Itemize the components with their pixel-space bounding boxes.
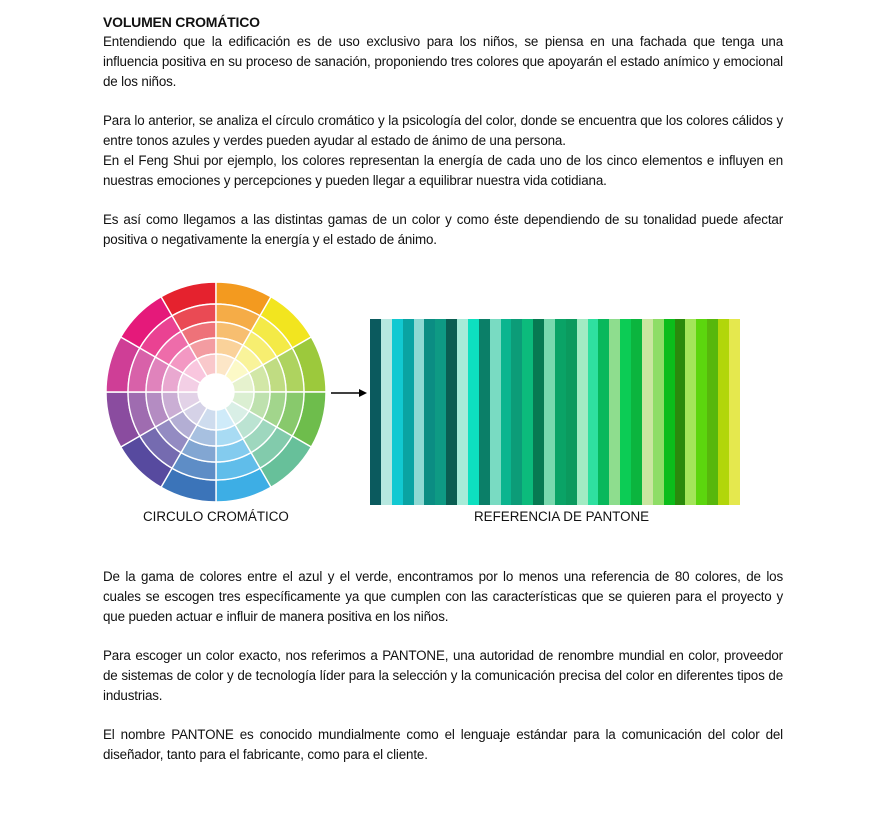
- pantone-stripe: [435, 319, 446, 505]
- pantone-stripe: [414, 319, 425, 505]
- wheel-caption: CIRCULO CROMÁTICO: [143, 509, 289, 524]
- pantone-stripe: [511, 319, 522, 505]
- pantone-stripe: [675, 319, 686, 505]
- arrow-right-icon: [331, 388, 367, 398]
- color-wheel-image: [106, 282, 326, 502]
- pantone-stripe: [729, 319, 740, 505]
- pantone-stripe: [696, 319, 707, 505]
- pantone-stripe: [566, 319, 577, 505]
- pantone-stripe: [403, 319, 414, 505]
- pantone-stripe: [642, 319, 653, 505]
- pantone-stripe: [392, 319, 403, 505]
- paragraph-analysis: Para lo anterior, se analiza el círculo cromático y la psicología del color, donde se encuentra que los colores cálidos y entre tonos azules y verdes pueden ayudar al estado de ánimo de una persona.: [103, 113, 783, 148]
- paragraph-feng-shui: En el Feng Shui por ejemplo, los colores representan la energía de cada uno de los cinco elementos e influyen en nuestras emociones y percepciones y pueden llegar a equilibrar nuestra vida cotidiana.: [103, 153, 783, 188]
- pantone-stripe: [577, 319, 588, 505]
- document-body: [103, 12, 783, 250]
- pantone-stripe: [468, 319, 479, 505]
- pantone-stripe: [685, 319, 696, 505]
- pantone-stripe: [588, 319, 599, 505]
- pantone-stripe: [653, 319, 664, 505]
- paragraph-gamas: Es así como llegamos a las distintas gamas de un color y como éste dependiendo de su tonalidad puede afectar positiva o negativamente la energía y el estado de ánimo.: [103, 212, 783, 247]
- pantone-stripe: [598, 319, 609, 505]
- pantone-stripe: [555, 319, 566, 505]
- pantone-reference-image: [370, 319, 740, 505]
- pantone-stripe: [381, 319, 392, 505]
- pantone-stripe: [370, 319, 381, 505]
- pantone-stripe: [446, 319, 457, 505]
- pantone-stripe: [544, 319, 555, 505]
- wheel-center: [198, 374, 234, 410]
- paragraph-gama-80: De la gama de colores entre el azul y el verde, encontramos por lo menos una referencia de 80 colores, de los cuales se escogen tres específicamente ya que cumplen con las características que se quieren para el proyecto y que pueden actuar e influir de manera positiva en los niños.: [103, 569, 783, 624]
- paragraph-pantone-language: El nombre PANTONE es conocido mundialmente como el lenguaje estándar para la comunicación del color del diseñador, tanto para el fabricante, como para el cliente.: [103, 727, 783, 762]
- pantone-stripe: [609, 319, 620, 505]
- document-body-lower: [103, 567, 783, 765]
- pantone-stripe: [620, 319, 631, 505]
- pantone-stripe: [457, 319, 468, 505]
- pantone-caption: REFERENCIA DE PANTONE: [474, 509, 650, 524]
- pantone-stripe: [424, 319, 435, 505]
- pantone-stripe: [479, 319, 490, 505]
- section-title: VOLUMEN CROMÁTICO: [103, 14, 260, 30]
- pantone-stripe: [718, 319, 729, 505]
- paragraph-pantone-authority: Para escoger un color exacto, nos referimos a PANTONE, una autoridad de renombre mundial en color, proveedor de sistemas de color y de tecnología líder para la selección y la comunicación precisa del color en diferentes tipos de industrias.: [103, 648, 783, 703]
- pantone-stripe: [533, 319, 544, 505]
- pantone-stripe: [707, 319, 718, 505]
- pantone-stripe: [501, 319, 512, 505]
- pantone-stripe: [664, 319, 675, 505]
- pantone-stripe: [522, 319, 533, 505]
- paragraph-intro: Entendiendo que la edificación es de uso exclusivo para los niños, se piensa en una fachada que tenga una influencia positiva en su proceso de sanación, proponiendo tres colores que apoyarán el estado anímico y emocional de los niños.: [103, 34, 783, 89]
- pantone-stripe: [490, 319, 501, 505]
- pantone-stripe: [631, 319, 642, 505]
